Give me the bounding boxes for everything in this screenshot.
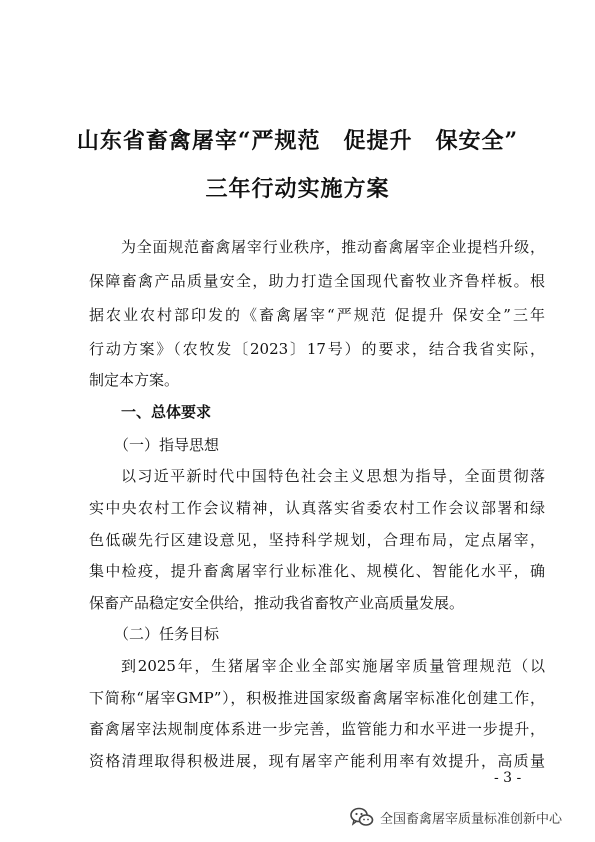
document-title-line-1: 山东省畜禽屠宰“严规范 促提升 保安全” <box>76 128 519 154</box>
subsection-heading: （一）指导思想 <box>114 436 220 454</box>
paragraph-line: 畜禽屠宰法规制度体系进一步完善，监管能力和水平进一步提升， <box>89 720 545 738</box>
wechat-icon <box>350 806 374 828</box>
paragraph-line: 制定本方案。 <box>89 371 180 389</box>
paragraph-line: 色低碳先行区建设意见，坚持科学规划，合理布局，定点屠宰， <box>89 531 545 549</box>
subsection-heading: （二）任务目标 <box>114 625 220 643</box>
paragraph-line: 集中检疫，提升畜禽屠宰行业标准化、规模化、智能化水平，确 <box>89 562 545 580</box>
watermark-text: 全国畜禽屠宰质量标准创新中心 <box>380 811 563 827</box>
paragraph-line: 据农业农村部印发的《畜禽屠宰“严规范 促提升 保安全”三年 <box>89 306 545 324</box>
paragraph-line: 资格清理取得积极进展，现有屠宰产能利用率有效提升，高质量 <box>89 752 545 770</box>
page-number: - 3 - <box>494 770 522 786</box>
paragraph-line: 实中央农村工作会议精神，认真落实省委农村工作会议部署和绿 <box>89 499 545 517</box>
paragraph-line: 为全面规范畜禽屠宰行业秩序，推动畜禽屠宰企业提档升级， <box>121 238 545 256</box>
paragraph-line: 以习近平新时代中国特色社会主义思想为指导，全面贯彻落 <box>121 467 545 485</box>
section-heading: 一、总体要求 <box>121 403 212 421</box>
paragraph-line: 保畜产品稳定安全供给，推动我省畜牧产业高质量发展。 <box>89 594 465 612</box>
paragraph-line: 行动方案》（农牧发〔2023〕17号）的要求，结合我省实际， <box>89 340 545 358</box>
watermark <box>350 806 562 828</box>
paragraph-line: 到2025年，生猪屠宰企业全部实施屠宰质量管理规范（以 <box>121 657 545 675</box>
paragraph-line: 保障畜禽产品质量安全，助力打造全国现代畜牧业齐鲁样板。根 <box>89 272 545 290</box>
paragraph-line: 下简称“屠宰GMP”），积极推进国家级畜禽屠宰标准化创建工作， <box>89 689 545 707</box>
document-title-line-2: 三年行动实施方案 <box>205 176 390 202</box>
